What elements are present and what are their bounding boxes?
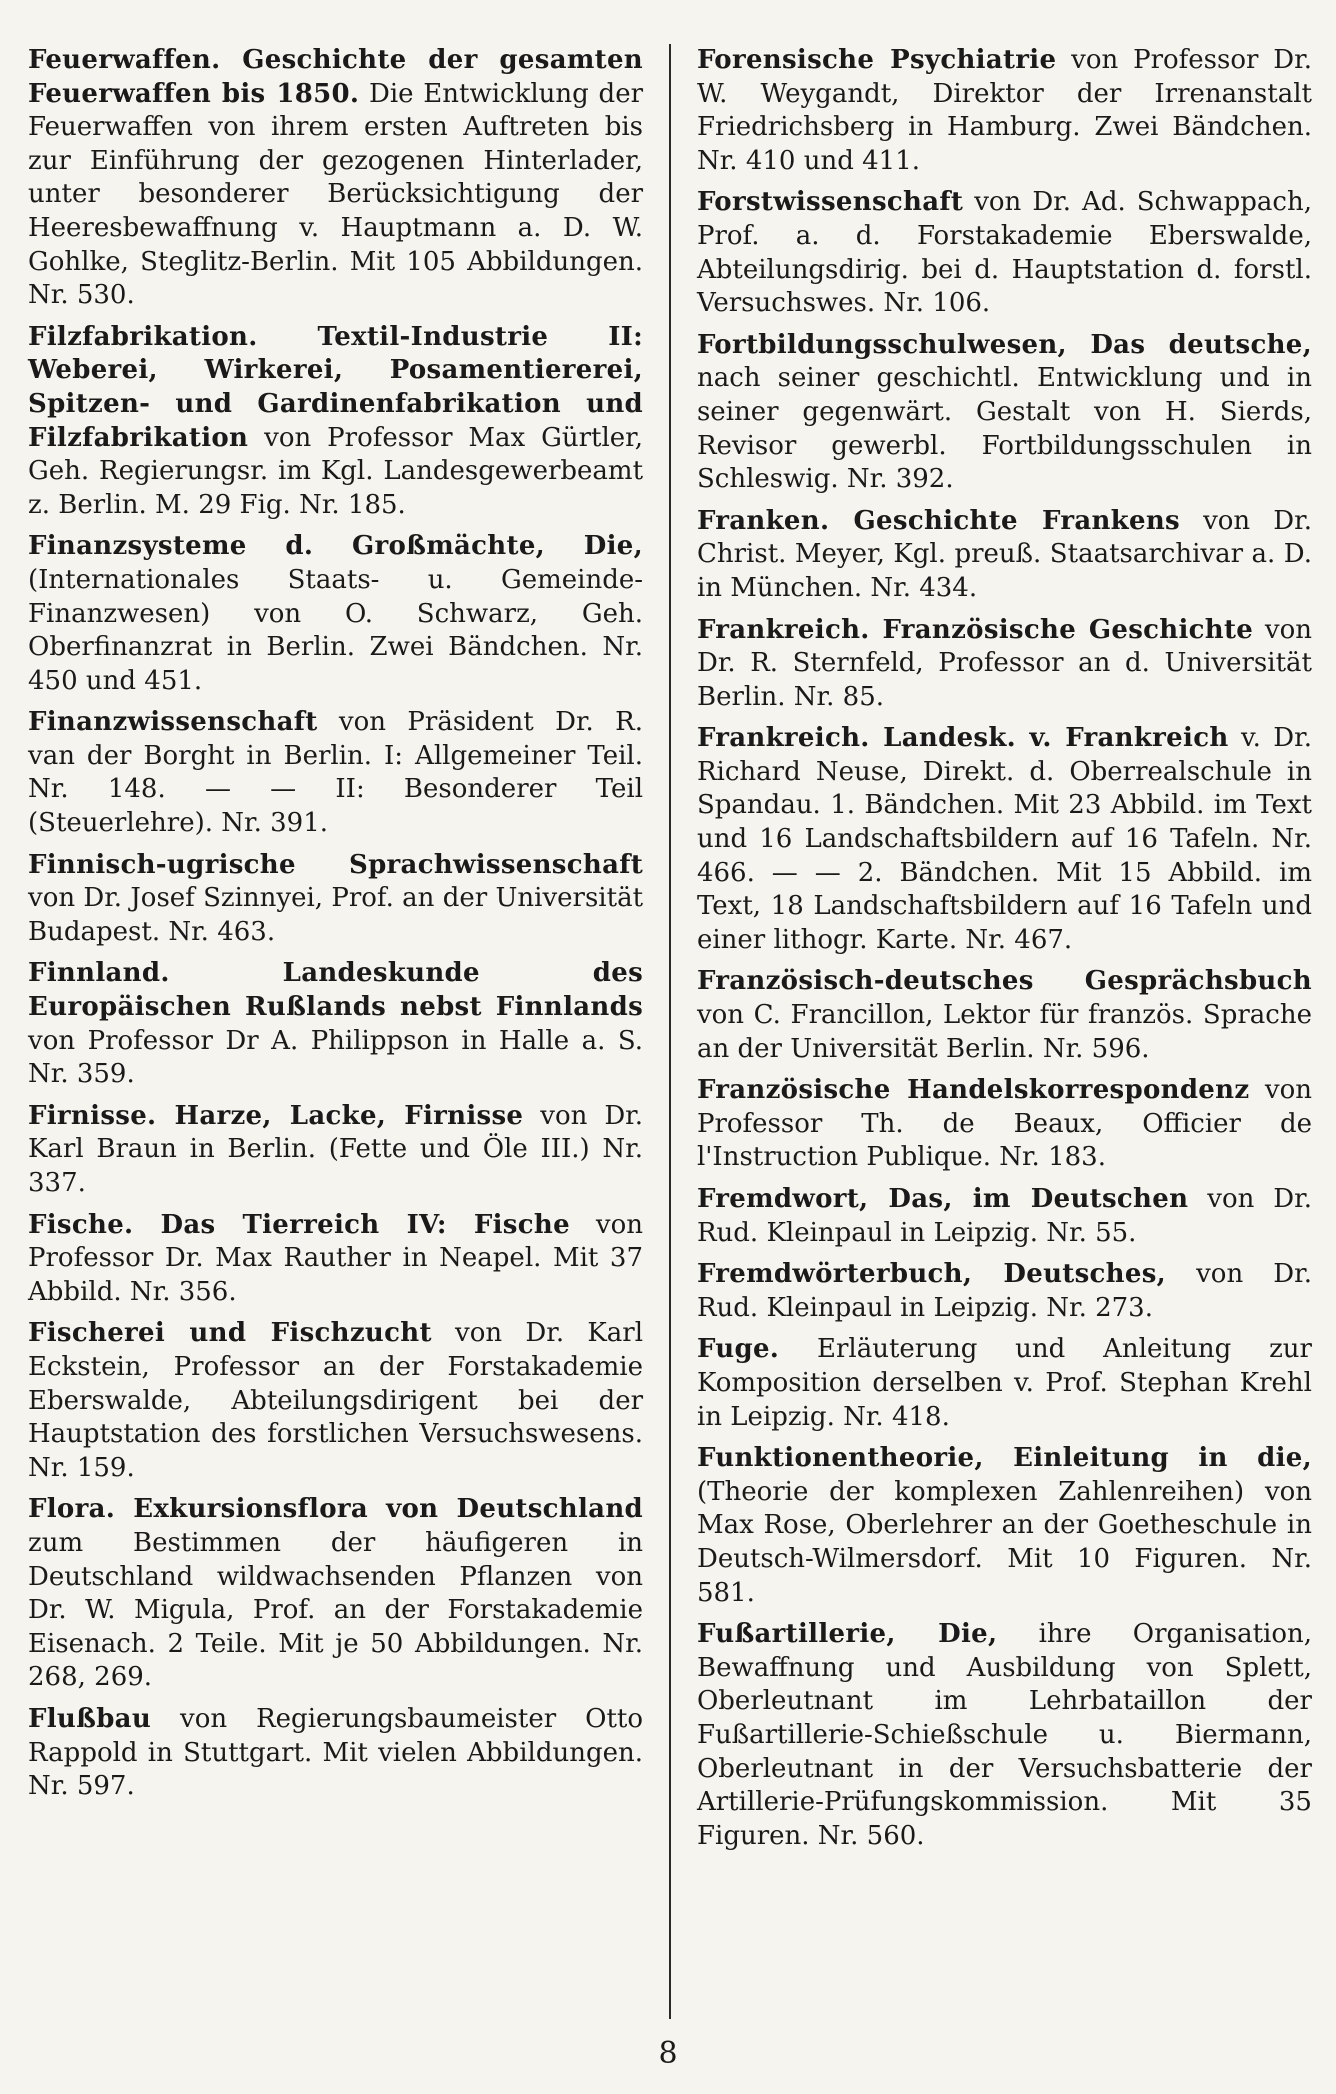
entry-description: Erläuterung und Anleitung zur Komposition derselben v. Prof. Stephan Krehl in Leipzig. Nr. 418. bbox=[696, 1334, 1312, 1432]
entry-heading: Funktionentheorie, Einleitung in die, bbox=[696, 1443, 1312, 1474]
catalog-entry bbox=[28, 1317, 643, 1485]
entry-description: von Dr. Josef Szinnyei, Prof. an der Universität Budapest. Nr. 463. bbox=[28, 883, 644, 947]
catalog-entry bbox=[697, 1258, 1312, 1325]
catalog-entry bbox=[28, 321, 643, 523]
catalog-entry bbox=[28, 849, 643, 950]
entry-description: von Dr. R. Sternfeld, Professor an d. Universität Berlin. Nr. 85. bbox=[696, 614, 1312, 712]
entry-heading: Feuerwaffen. Geschichte der gesamten Feuerwaffen bis 1850. bbox=[28, 45, 644, 109]
entry-description: von Professor Dr. W. Weygandt, Direktor der Irrenanstalt Friedrichsberg in Hamburg. Zwei Bändchen. Nr. 410 und 411. bbox=[696, 45, 1312, 176]
entry-heading: Finnland. Landeskunde des Europäischen Rußlands nebst Finnlands bbox=[28, 958, 644, 1023]
entry-description: von C. Francillon, Lektor für französ. Sprache an der Universität Berlin. Nr. 596. bbox=[696, 1000, 1312, 1064]
entry-description: (Internationales Staats- u. Gemeinde-Finanzwesen) von O. Schwarz, Geh. Oberfinanzrat in Berlin. Zwei Bändchen. Nr. 450 und 451. bbox=[28, 564, 644, 696]
entry-heading: Fische. Das Tierreich IV: Fische bbox=[28, 1209, 570, 1240]
catalog-entry bbox=[697, 1074, 1312, 1175]
entry-heading: Firnisse. Harze, Lacke, Firnisse bbox=[28, 1100, 524, 1131]
entry-description: zum Bestimmen der häufigeren in Deutschland wildwachsenden Pflanzen von Dr. W. Migula, Prof. an der Forstakademie Eisenach. 2 Teile. Mit je 50 Abbildungen. Nr. 268, 269. bbox=[28, 1527, 644, 1693]
entry-heading: Filzfabrikation. Textil-Industrie II: Weberei, Wirkerei, Posamentiererei, Spitzen- und Gardinenfabrikation und Filzfabrikation bbox=[28, 321, 644, 453]
catalog-entry bbox=[697, 186, 1312, 320]
catalog-entry bbox=[697, 1333, 1312, 1434]
catalog-entry bbox=[28, 706, 643, 840]
entry-heading: Finanzwissenschaft bbox=[28, 707, 318, 738]
entry-description: von Professor Th. de Beaux, Officier de l'Instruction Publique. Nr. 183. bbox=[696, 1075, 1312, 1173]
page-number: 8 bbox=[658, 2036, 678, 2071]
catalog-entry bbox=[28, 1703, 643, 1804]
entry-description: von Regierungsbaumeister Otto Rappold in Stuttgart. Mit vielen Abbildungen. Nr. 597. bbox=[28, 1703, 644, 1802]
catalog-entry bbox=[697, 1618, 1312, 1853]
entry-description: (Theorie der komplexen Zahlenreihen) von Max Rose, Oberlehrer an der Goetheschule in Deutsch-Wilmersdorf. Mit 10 Figuren. Nr. 581. bbox=[696, 1476, 1312, 1608]
column-divider bbox=[669, 44, 671, 2019]
catalog-entry bbox=[28, 1100, 643, 1201]
catalog-entry bbox=[697, 614, 1312, 715]
entry-heading: Fußartillerie, Die, bbox=[696, 1619, 998, 1650]
entry-description: von Dr. Rud. Kleinpaul in Leipzig. Nr. 55. bbox=[696, 1184, 1312, 1248]
entry-description: von Präsident Dr. R. van der Borght in Berlin. I: Allgemeiner Teil. Nr. 148. — — II: Besonderer Teil (Steuerlehre). Nr. 391. bbox=[28, 707, 644, 839]
entry-heading: Franken. Geschichte Frankens bbox=[696, 505, 1180, 536]
entry-description: von Professor Dr. Max Rauther in Neapel. Mit 37 Abbild. Nr. 356. bbox=[28, 1209, 644, 1307]
entry-description: von Dr. Ad. Schwappach, Prof. a. d. Forstakademie Eberswalde, Abteilungsdirig. bei d. Hauptstation d. forstl. Versuchswes. Nr. 106. bbox=[696, 187, 1312, 319]
entry-description: von Professor Max Gürtler, Geh. Regierungsr. im Kgl. Landesgewerbeamt z. Berlin. M. 29 Fig. Nr. 185. bbox=[28, 422, 644, 520]
entry-heading: Flora. Exkursionsflora von Deutschland bbox=[28, 1494, 644, 1525]
entry-description: von Dr. Rud. Kleinpaul in Leipzig. Nr. 273. bbox=[696, 1259, 1312, 1323]
entry-heading: Fischerei und Fischzucht bbox=[28, 1318, 432, 1349]
entry-heading: Fuge. bbox=[696, 1334, 780, 1365]
catalog-entry bbox=[28, 530, 643, 698]
entry-heading: Finanzsysteme d. Großmächte, Die, bbox=[28, 531, 644, 562]
right-column bbox=[697, 44, 1312, 2019]
entry-description: Die Entwicklung der Feuerwaffen von ihrem ersten Auftreten bis zur Einführung der gezogenen Hinterlader, unter besonderer Berücksichtigung der Heeresbewaffnung v. Hauptmann a. D. W. Gohlke, Steglitz-Berlin. Mit 105 Abbildungen. Nr. 530. bbox=[28, 78, 644, 311]
entry-description: von Professor Dr A. Philippson in Halle a. S. Nr. 359. bbox=[28, 1025, 644, 1090]
entry-heading: Forensische Psychiatrie bbox=[696, 45, 1057, 75]
catalog-entry bbox=[697, 722, 1312, 957]
catalog-entry bbox=[697, 329, 1312, 497]
entry-description: von Dr. Karl Braun in Berlin. (Fette und Öle III.) Nr. 337. bbox=[28, 1100, 644, 1198]
entry-description: von Dr. Karl Eckstein, Professor an der Forstakademie Eberswalde, Abteilungsdirigent bei der Hauptstation des forstlichen Versuchswesens. Nr. 159. bbox=[28, 1318, 644, 1483]
entry-heading: Frankreich. Landesk. v. Frankreich bbox=[696, 723, 1229, 754]
entry-heading: Französische Handelskorrespondenz bbox=[696, 1075, 1250, 1106]
left-column bbox=[28, 44, 643, 2019]
entry-heading: Fremdwörterbuch, Deutsches, bbox=[696, 1259, 1167, 1290]
entry-heading: Frankreich. Französische Geschichte bbox=[696, 614, 1254, 645]
entry-description: v. Dr. Richard Neuse, Direkt. d. Oberrealschule in Spandau. 1. Bändchen. Mit 23 Abbild. im Text und 16 Landschaftsbildern auf 16 Tafeln. Nr. 466. — — 2. Bändchen. Mit 15 Abbild. im Text, 18 Landschaftsbildern auf 16 Tafeln und einer lithogr. Karte. Nr. 467. bbox=[696, 723, 1312, 955]
entry-heading: Finnisch-ugrische Sprachwissenschaft bbox=[28, 849, 644, 880]
entry-heading: Fremdwort, Das, im Deutschen bbox=[696, 1184, 1189, 1214]
catalog-entry bbox=[697, 44, 1312, 178]
catalog-entry bbox=[697, 505, 1312, 606]
entry-heading: Französisch-deutsches Gesprächsbuch bbox=[696, 966, 1312, 997]
two-column-layout bbox=[28, 44, 1312, 2019]
entry-heading: Forstwissenschaft bbox=[696, 187, 964, 218]
catalog-entry bbox=[697, 965, 1312, 1066]
entry-description: ihre Organisation, Bewaffnung und Ausbildung von Splett, Oberleutnant im Lehrbataillon der Fußartillerie-Schießschule u. Biermann, Oberleutnant in der Versuchsbatterie der Artillerie-Prüfungskommission. Mit 35 Figuren. Nr. 560. bbox=[696, 1619, 1312, 1851]
catalog-entry bbox=[28, 1493, 643, 1695]
entry-description: von Dr. Christ. Meyer, Kgl. preuß. Staatsarchivar a. D. in München. Nr. 434. bbox=[696, 505, 1312, 603]
catalog-entry bbox=[28, 1209, 643, 1310]
entry-heading: Flußbau bbox=[28, 1703, 152, 1734]
entry-description: nach seiner geschichtl. Entwicklung und in seiner gegenwärt. Gestalt von H. Sierds, Revisor gewerbl. Fortbildungsschulen in Schleswig. Nr. 392. bbox=[696, 363, 1312, 495]
catalog-entry bbox=[697, 1442, 1312, 1610]
entry-heading: Fortbildungsschulwesen, Das deutsche, bbox=[696, 329, 1312, 360]
catalog-entry bbox=[28, 44, 643, 313]
catalog-entry bbox=[28, 957, 643, 1091]
catalog-entry bbox=[697, 1183, 1312, 1250]
